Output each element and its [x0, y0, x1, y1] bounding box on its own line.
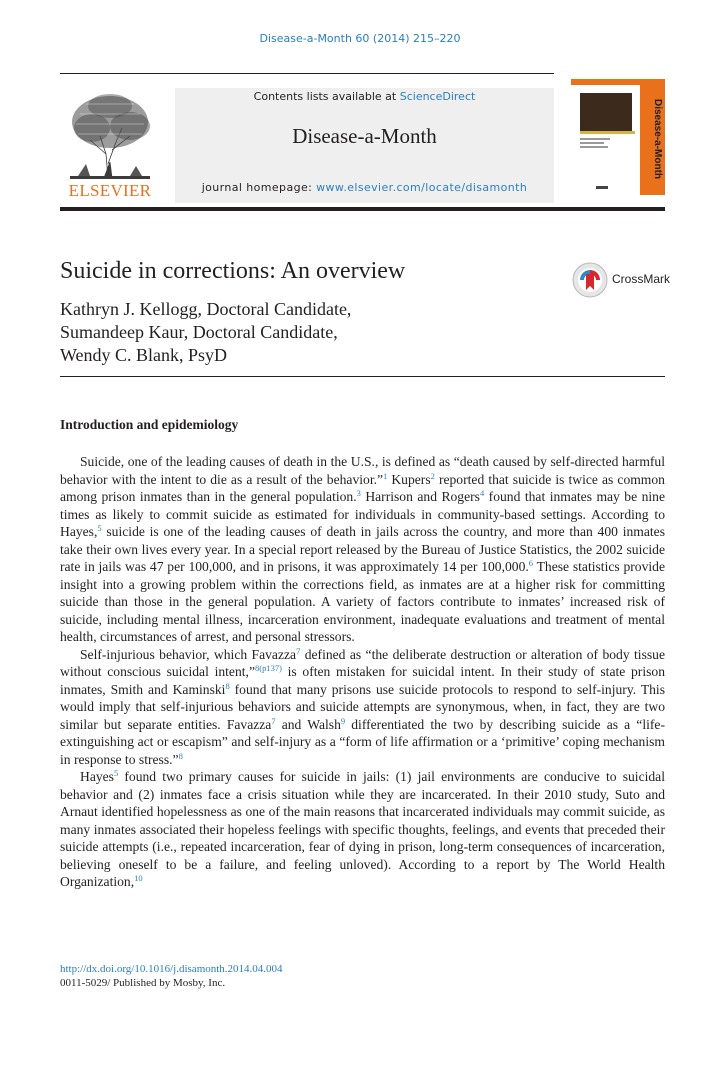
cover-caption-line — [580, 131, 635, 134]
author-name: Kathryn J. Kellogg, Doctoral Candidate, — [60, 299, 352, 319]
doi-link[interactable]: http://dx.doi.org/10.1016/j.disamonth.2014.04.004 — [60, 963, 283, 975]
author-name: Sumandeep Kaur, Doctoral Candidate, — [60, 322, 338, 342]
header-bottom-rule — [60, 207, 665, 211]
crossmark-label[interactable]: CrossMark — [612, 272, 671, 286]
reference-superscript-link[interactable]: 8 — [178, 750, 183, 761]
reference-superscript-link[interactable]: 8 — [225, 680, 230, 691]
reference-superscript-link[interactable]: 9 — [340, 715, 346, 726]
cover-text-line — [580, 138, 610, 140]
author-name: Wendy C. Blank, PsyD — [60, 345, 228, 365]
body-paragraph — [60, 768, 665, 891]
paragraph-text: suicide is one of the leading causes of death in jails across the country, and more than 400 inmates take their own lives every year. In a special report released by the Bureau of Justice Statistics, the 2002 suicide rate in jails was 47 per 100,000, and in prisons, it was approximately 14 per 100,000. — [60, 524, 665, 574]
contents-prefix: Contents lists available at — [253, 90, 400, 103]
reference-superscript-link[interactable]: 5 — [97, 523, 102, 533]
cover-text-line — [580, 146, 608, 148]
reference-superscript-link[interactable]: 10 — [134, 873, 143, 883]
body-paragraph — [60, 453, 665, 646]
journal-name: Disease-a-Month — [292, 124, 437, 148]
contents-availability-line — [175, 90, 554, 103]
crossmark-icon[interactable] — [572, 262, 608, 298]
reference-superscript-link[interactable]: 2 — [430, 470, 435, 481]
article-title: Suicide in corrections: An overview — [60, 258, 406, 284]
journal-homepage-line — [175, 181, 554, 194]
header-top-rule — [60, 73, 554, 74]
article-body — [60, 453, 665, 891]
reference-superscript-link[interactable]: 3 — [356, 488, 361, 498]
elsevier-wordmark: ELSEVIER — [68, 181, 152, 200]
sciencedirect-link[interactable]: ScienceDirect — [399, 90, 476, 103]
reference-superscript-link[interactable]: 7 — [296, 645, 301, 656]
reference-superscript-link[interactable]: 4 — [479, 488, 485, 498]
reference-superscript-link[interactable]: 5 — [113, 768, 119, 778]
paragraph-text: is often mistaken for suicidal intent. In their study of state prison inmates, Smith and Kaminski — [60, 664, 665, 697]
section-heading: Introduction and epidemiology — [60, 417, 239, 432]
paragraph-text: Suicide, one of the leading causes of death in the U.S., is defined as “death caused by self-directed harmful behavior with the intent to die as a result of the behavior.” — [60, 454, 665, 487]
paragraph-text: and Walsh — [275, 716, 341, 732]
paragraph-text: These statistics provide insight into a growing problem within the corrections field, as inmates are at a higher risk for committing suicide than those in the general population. A variety of factors contribute to inmates’ increased risk of suicide, including mental illness, incarceration environment, inadequate evaluations and treatment of mental health, circumstances of arrest, and personal stressors. — [60, 559, 665, 644]
paragraph-text: reported that suicide is twice as common among prison inmates than in the general population. — [60, 471, 665, 504]
cover-image — [580, 93, 632, 131]
journal-citation-link[interactable]: Disease-a-Month 60 (2014) 215–220 — [259, 32, 461, 45]
paragraph-text: Hayes — [80, 769, 114, 784]
paragraph-text: found that many prisons use suicide protocols to respond to self-injury. This would imply that self-injurious behaviors and suicide attempts are synonymous, when, in fact, they are two similar but separate entities. Favazza — [60, 681, 665, 732]
paragraph-text: Self-injurious behavior, which Favazza — [80, 646, 297, 662]
paragraph-text: Harrison and Rogers — [360, 489, 480, 504]
author-list — [60, 298, 351, 367]
body-paragraph — [60, 646, 665, 769]
issn-publisher-line: 0011-5029/ Published by Mosby, Inc. — [60, 977, 226, 989]
cover-publisher-mark — [596, 186, 608, 189]
homepage-prefix: journal homepage: — [201, 181, 317, 194]
paragraph-text: Kupers — [387, 471, 431, 487]
paragraph-text: defined as “the deliberate destruction or alteration of body tissue without conscious suicidal intent,” — [60, 646, 665, 679]
author-block-rule — [60, 376, 665, 377]
reference-superscript-link[interactable]: 6 — [528, 558, 534, 568]
reference-superscript-link[interactable]: 1 — [383, 470, 388, 481]
cover-text-line — [580, 142, 604, 144]
reference-superscript-link[interactable]: 8(p137) — [254, 663, 282, 673]
reference-superscript-link[interactable]: 7 — [271, 715, 276, 726]
paragraph-text: differentiated the two by describing suicide as a “life-extinguishing act or escapism” and self-injury as a “form of life affirmation or a ‘primitive’ coping mechanism in response to stress.” — [60, 716, 665, 767]
paragraph-text: found that inmates may be nine times as likely to commit suicide as estimated for individuals in community-based settings. According to Hayes, — [60, 489, 665, 539]
paragraph-text: found two primary causes for suicide in jails: (1) jail environments are conducive to suicidal behavior and (2) inmates face a crisis situation while they are incarcerated. In their 2010 study, Suto and Arnaut identified hopelessness as one of the main reasons that incarcerated individuals may commit suicide, as many inmates associated their hopeless feelings with specific thoughts, feelings, and events that preceded their suicide attempts (i.e., repeated incarceration, fear of dying in prison, long-term consequences of incarceration, believing oneself to be a failure, and feeling unloved). According to a report by The World Health Organization, — [60, 769, 665, 889]
journal-homepage-link[interactable]: www.elsevier.com/locate/disamonth — [316, 181, 528, 194]
cover-title: Disease-a-Month — [652, 98, 663, 179]
